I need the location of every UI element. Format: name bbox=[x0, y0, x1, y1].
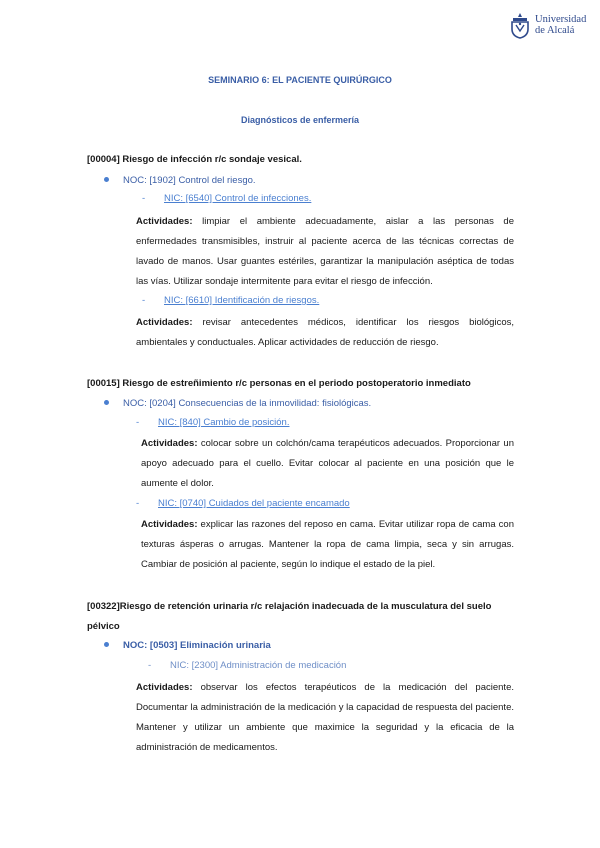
noc-0503: NOC: [0503] Eliminación urinaria bbox=[104, 639, 271, 653]
university-name: Universidad de Alcalá bbox=[535, 14, 587, 36]
noc-1902: NOC: [1902] Control del riesgo. bbox=[104, 174, 256, 188]
nic-2300: - NIC: [2300] Administración de medicación bbox=[148, 660, 347, 671]
bullet-icon bbox=[104, 642, 109, 647]
diagnosis-00004: [00004] Riesgo de infección r/c sondaje vesical. bbox=[87, 154, 302, 165]
noc-0204: NOC: [0204] Consecuencias de la inmovilidad: fisiológicas. bbox=[104, 397, 371, 411]
activities-0740: Actividades: explicar las razones del reposo en cama. Evitar utilizar ropa de cama con texturas ásperas o arrugas. Mantener la ropa de cama limpia, seca y sin arrugas. Cambiar de posición al paciente, según lo indique el estado de la piel. bbox=[141, 519, 514, 570]
activities-840: Actividades: colocar sobre un colchón/cama terapéuticos adecuados. Proporcionar un apoyo adecuado para el cuello. Evitar colocar al paciente en una posición que le aumente el dolor. bbox=[141, 438, 514, 489]
diagnosis-00322: [00322]Riesgo de retención urinaria r/c relajación inadecuada de la musculatura del suelo pélvico bbox=[87, 601, 492, 632]
bullet-icon bbox=[104, 400, 109, 405]
university-crest-icon bbox=[507, 11, 533, 39]
university-logo bbox=[507, 10, 592, 40]
page-subtitle: Diagnósticos de enfermería bbox=[240, 115, 360, 125]
activities-6610: Actividades: revisar antecedentes médicos, identificar los riesgos biológicos, ambientales y conductuales. Aplicar actividades de reducción de riesgo. bbox=[136, 317, 514, 348]
nic-840-link[interactable]: - NIC: [840] Cambio de posición. bbox=[136, 417, 290, 428]
nic-0740-link[interactable]: - NIC: [0740] Cuidados del paciente encamado bbox=[136, 498, 350, 509]
activities-6540: Actividades: limpiar el ambiente adecuadamente, aislar a las personas de enfermedades transmisibles, instruir al paciente acerca de las técnicas correctas de lavado de manos. Usar guantes estériles, garantizar la manipulación aséptica de todas las vías. Utilizar sondaje intermitente para evitar el riesgo de infección. bbox=[136, 216, 514, 287]
page-title: SEMINARIO 6: EL PACIENTE QUIRÚRGICO bbox=[208, 75, 392, 85]
diagnosis-00015: [00015] Riesgo de estreñimiento r/c personas en el periodo postoperatorio inmediato bbox=[87, 378, 471, 389]
nic-6540-link[interactable]: - NIC: [6540] Control de infecciones. bbox=[142, 193, 312, 204]
activities-2300: Actividades: observar los efectos terapéuticos de la medicación del paciente. Documentar la administración de la medicación y la capacidad de respuesta del paciente. Mantener y utilizar un ambiente que maximice la seguridad y la eficacia de la administración de medicamentos. bbox=[136, 682, 514, 753]
nic-6610-link[interactable]: - NIC: [6610] Identificación de riesgos. bbox=[142, 295, 320, 306]
bullet-icon bbox=[104, 177, 109, 182]
